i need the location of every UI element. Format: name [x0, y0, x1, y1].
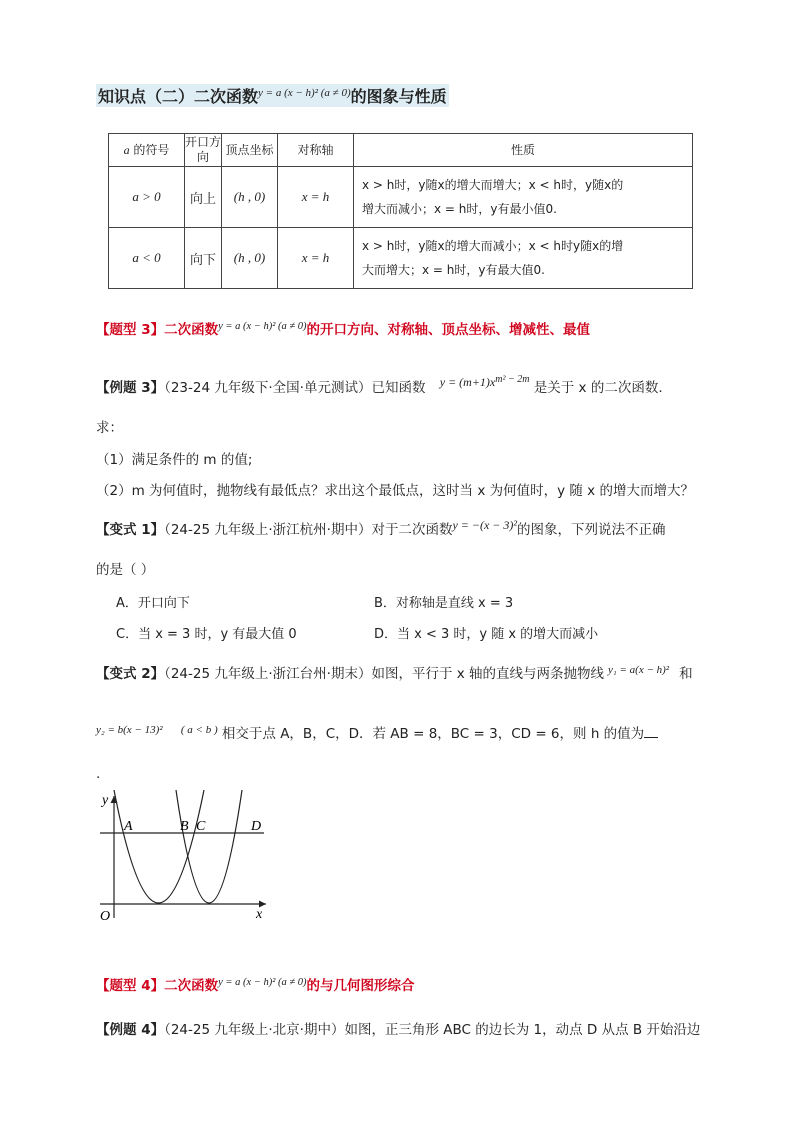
table-row	[109, 167, 693, 228]
type4-label: 【题型 4】二次函数	[96, 978, 219, 994]
variant2-question: 相交于点 A，B，C，D．若 AB = 8，BC = 3，CD = 6，则 h 的值为	[221, 726, 645, 742]
header-vertex: 顶点坐标	[222, 134, 278, 167]
cell-sign: a < 0	[109, 228, 185, 289]
header-axis: 对称轴	[278, 134, 354, 167]
cell-opening: 向下	[185, 228, 222, 289]
table-row	[109, 228, 693, 289]
section-title	[96, 84, 449, 107]
label-b: B	[180, 819, 189, 834]
cell-sign: a > 0	[109, 167, 185, 228]
example3-line	[96, 374, 663, 396]
option-b[interactable]: B．对称轴是直线 x = 3	[374, 596, 514, 611]
label-x: x	[256, 907, 263, 922]
option-d[interactable]: D．当 x < 3 时，y 随 x 的增大而减小	[374, 627, 599, 642]
cell-axis: x = h	[278, 167, 354, 228]
type3-heading	[96, 318, 590, 338]
header-opening: 开口方向	[185, 134, 222, 167]
label-a: A	[124, 819, 133, 834]
example3-formula: $y = (m+1)x^{m^2 - 2m}$	[439, 374, 530, 389]
label-y: y	[102, 793, 109, 808]
label-c: C	[196, 819, 206, 834]
type4-formula: y = a (x − h)² (a ≠ 0)	[218, 977, 307, 988]
example3-qiu: 求：	[96, 420, 123, 436]
cell-property	[354, 228, 693, 289]
variant2-line2	[96, 722, 658, 742]
section-title-formula: y = a (x − h)² (a ≠ 0)	[258, 87, 351, 99]
example4-label: 【例题 4】	[96, 1022, 165, 1038]
variant1-text: （24-25 九年级上·浙江杭州·期中）对于二次函数	[164, 522, 453, 538]
example3-label: 【例题 3】	[96, 380, 165, 396]
type3-label: 【题型 3】二次函数	[96, 322, 219, 338]
variant2-dot: .	[96, 766, 101, 782]
example3-q1: （1）满足条件的 m 的值;	[96, 452, 253, 468]
variant1-line2: 的是（ ）	[96, 562, 155, 578]
properties-table	[108, 133, 693, 289]
label-d: D	[251, 819, 262, 834]
parabola-graph	[94, 790, 274, 930]
option-c[interactable]: C．当 x = 3 时，y 有最大值 0	[116, 627, 297, 642]
variant1-formula: y = −(x − 3)²	[452, 518, 517, 532]
example3-tail: 是关于 x 的二次函数.	[533, 380, 663, 396]
type4-heading	[96, 974, 414, 994]
type3-rest: 的开口方向、对称轴、顶点坐标、增减性、最值	[306, 322, 590, 338]
parabola-y2	[176, 790, 242, 903]
variant2-formula2: y₂ = b(x − 13)²	[96, 724, 163, 736]
example4-line	[96, 1018, 700, 1038]
property-line: 大而增大；x = h时，y有最大值0.	[362, 263, 545, 277]
answer-blank[interactable]	[644, 737, 658, 738]
option-a[interactable]: A．开口向下	[116, 596, 190, 611]
variant2-label: 【变式 2】	[96, 666, 165, 682]
type4-rest: 的与几何图形综合	[306, 978, 415, 994]
variant1-label: 【变式 1】	[96, 522, 165, 538]
variant2-text: （24-25 九年级上·浙江台州·期末）如图，平行于 x 轴的直线与两条抛物线	[164, 666, 605, 682]
example3-source: （23-24 九年级下·全国·单元测试）已知函数	[164, 380, 426, 396]
example3-q2: （2）m 为何值时，抛物线有最低点？求出这个最低点，这时当 x 为何值时，y 随 x 的增大而增大？	[96, 483, 694, 499]
property-line: 增大而减小；x = h时，y有最小值0.	[362, 202, 557, 216]
cell-axis: x = h	[278, 228, 354, 289]
label-o: O	[100, 909, 111, 924]
variant2-cond: ( a < b )	[180, 724, 218, 736]
cell-opening: 向上	[185, 167, 222, 228]
section-title-prefix: 知识点（二）二次函数	[98, 87, 259, 106]
header-sign: a 的符号	[109, 134, 185, 167]
variant2-line	[96, 662, 693, 682]
property-line: x > h时，y随x的增大而减小；x < h时y随x的增	[362, 239, 624, 253]
section-title-suffix: 的图象与性质	[350, 87, 447, 106]
variant1-line	[96, 518, 666, 538]
property-line: x > h时，y随x的增大而增大；x < h时，y随x的	[362, 178, 624, 192]
cell-vertex: (h , 0)	[222, 167, 278, 228]
cell-vertex: (h , 0)	[222, 228, 278, 289]
type3-formula: y = a (x − h)² (a ≠ 0)	[218, 321, 307, 332]
variant1-tail: 的图象，下列说法不正确	[517, 522, 666, 538]
example4-text: （24-25 九年级上·北京·期中）如图，正三角形 ABC 的边长为 1，动点 D 从点 B 开始沿边	[164, 1022, 701, 1038]
variant2-and: 和	[679, 666, 693, 682]
variant2-formula1: y₁ = a(x − h)²	[608, 664, 670, 676]
cell-property	[354, 167, 693, 228]
parabola-y1	[114, 790, 204, 903]
header-property: 性质	[354, 134, 693, 167]
